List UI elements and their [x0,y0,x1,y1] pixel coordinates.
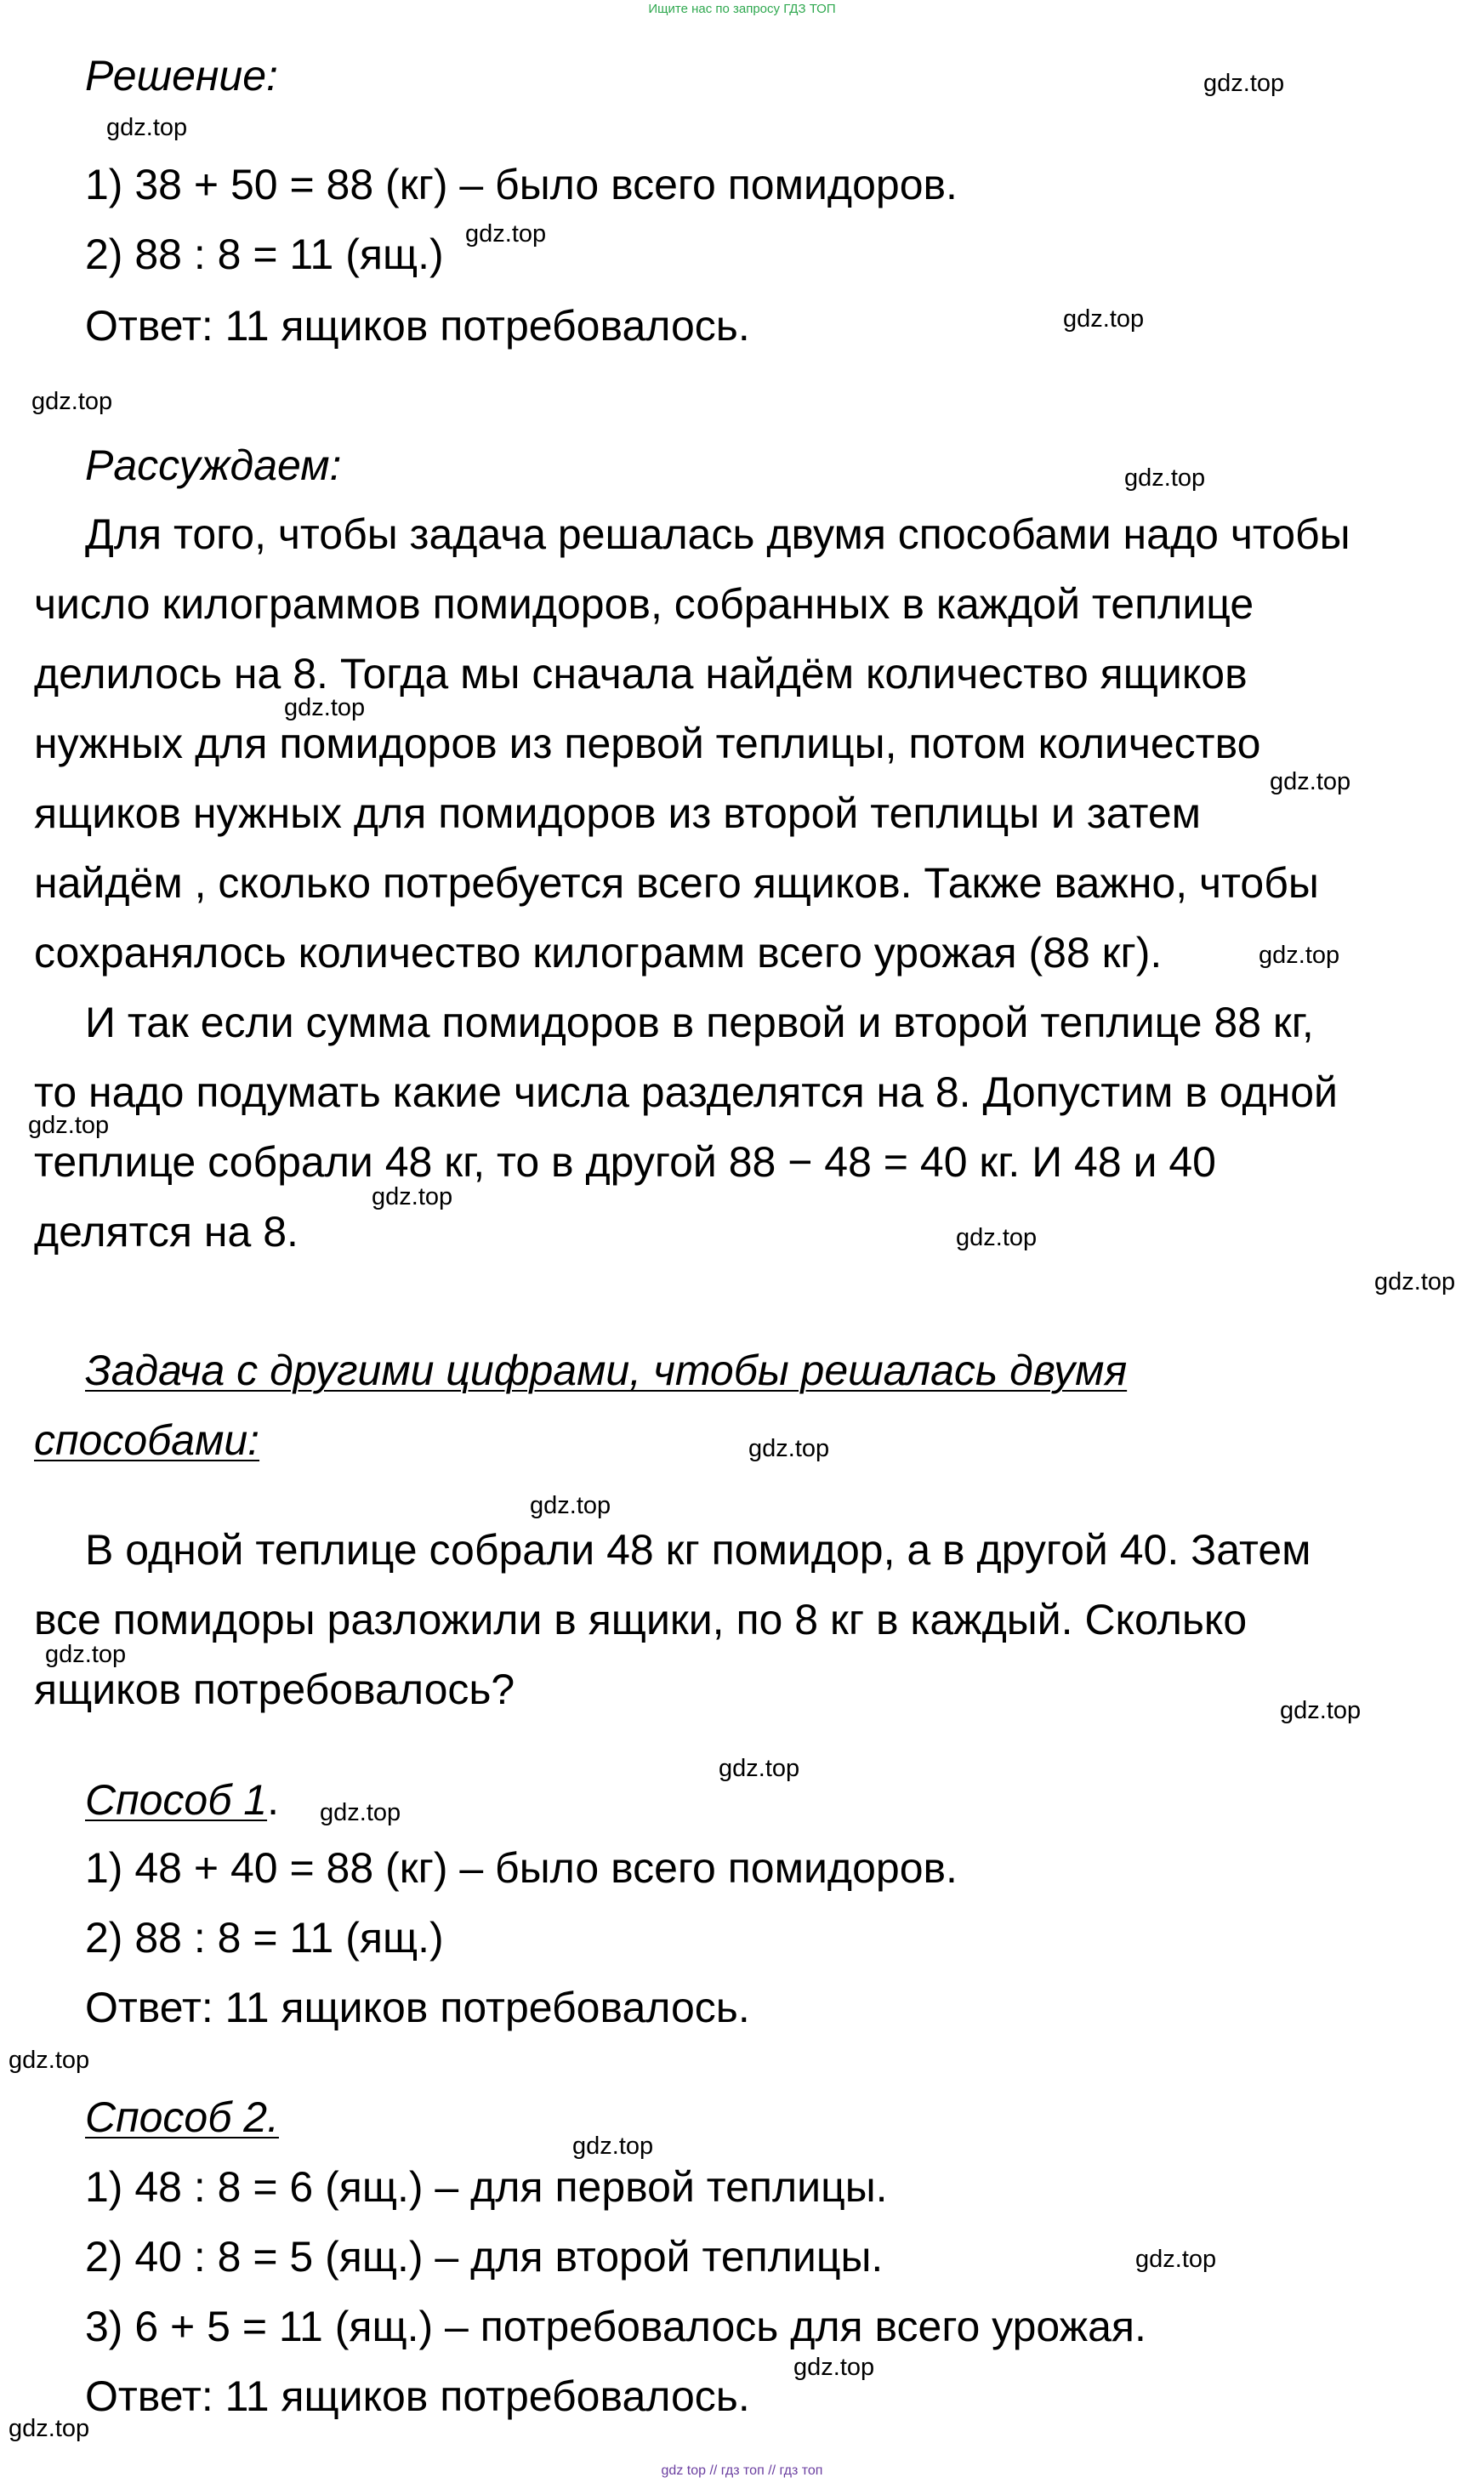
reasoning-line: Для того, чтобы задача решалась двумя способами надо чтобы [85,510,1350,558]
method2-answer: Ответ: 11 ящиков потребовалось. [85,2372,750,2420]
watermark: gdz.top [28,1112,110,1139]
watermark: gdz.top [1270,768,1351,795]
watermark: gdz.top [1203,70,1285,97]
watermark: gdz.top [1135,2246,1217,2273]
solution-heading: Решение: [85,52,278,100]
reasoning-line: И так если сумма помидоров в первой и второй теплице 88 кг, [85,999,1314,1046]
watermark: gdz.top [748,1435,830,1462]
new-task-heading: Задача с другими цифрами, чтобы решалась двумя [85,1347,1128,1394]
new-task-line: ящиков потребовалось? [34,1666,515,1713]
watermark: gdz.top [1259,942,1340,969]
reasoning-line: то надо подумать какие числа разделятся на 8. Допустим в одной [34,1068,1338,1116]
top-banner: Ищите нас по запросу ГДЗ ТОП [648,2,836,16]
method1-heading-wrap [85,1774,279,1826]
watermark: gdz.top [31,388,113,415]
new-task-line: В одной теплице собрали 48 кг помидор, а в другой 40. Затем [85,1526,1311,1574]
reasoning-line: ящиков нужных для помидоров из второй теплицы и затем [34,789,1202,837]
reasoning-line: делятся на 8. [34,1208,299,1256]
watermark: gdz.top [530,1492,611,1519]
reasoning-line: найдём , сколько потребуется всего ящиков. Также важно, чтобы [34,859,1319,907]
watermark: gdz.top [9,2415,90,2442]
watermark: gdz.top [1280,1697,1362,1724]
watermark: gdz.top [284,694,366,721]
method1-heading: Способ 1 [85,1776,268,1824]
watermark: gdz.top [1063,305,1145,333]
footer-links[interactable]: gdz top // гдз топ // гдз топ [661,2463,823,2478]
reasoning-heading: Рассуждаем: [85,441,342,489]
watermark: gdz.top [465,220,547,248]
watermark: gdz.top [956,1224,1038,1251]
watermark: gdz.top [1374,1268,1456,1296]
method1-line: 2) 88 : 8 = 11 (ящ.) [85,1914,444,1962]
watermark: gdz.top [719,1755,800,1782]
new-task-line: все помидоры разложили в ящики, по 8 кг в каждый. Сколько [34,1596,1248,1643]
reasoning-line: сохранялось количество килограмм всего урожая (88 кг). [34,929,1163,977]
solution-line-1: 1) 38 + 50 = 88 (кг) – было всего помидоров. [85,161,958,208]
watermark: gdz.top [372,1183,453,1210]
solution-answer: Ответ: 11 ящиков потребовалось. [85,302,750,350]
watermark: gdz.top [106,114,188,141]
solution-line-2: 2) 88 : 8 = 11 (ящ.) [85,231,444,278]
method2-heading: Способ 2. [85,2093,279,2141]
reasoning-line: делилось на 8. Тогда мы сначала найдём количество ящиков [34,650,1248,698]
method1-line: 1) 48 + 40 = 88 (кг) – было всего помидоров. [85,1844,958,1892]
new-task-heading-cont: способами: [34,1416,260,1464]
watermark: gdz.top [320,1799,401,1826]
reasoning-line: нужных для помидоров из первой теплицы, потом количество [34,720,1261,767]
method1-answer: Ответ: 11 ящиков потребовалось. [85,1984,750,2031]
reasoning-line: число килограммов помидоров, собранных в каждой теплице [34,580,1254,628]
reasoning-line: теплице собрали 48 кг, то в другой 88 − 48 = 40 кг. И 48 и 40 [34,1138,1216,1186]
watermark: gdz.top [793,2354,875,2381]
method1-heading-dot: . [267,1776,279,1824]
method2-line: 3) 6 + 5 = 11 (ящ.) – потребовалось для всего урожая. [85,2303,1146,2350]
watermark: gdz.top [572,2133,654,2160]
watermark: gdz.top [9,2047,90,2074]
watermark: gdz.top [45,1641,127,1668]
method2-line: 2) 40 : 8 = 5 (ящ.) – для второй теплицы. [85,2233,884,2281]
watermark: gdz.top [1124,464,1206,492]
method2-line: 1) 48 : 8 = 6 (ящ.) – для первой теплицы. [85,2163,888,2211]
